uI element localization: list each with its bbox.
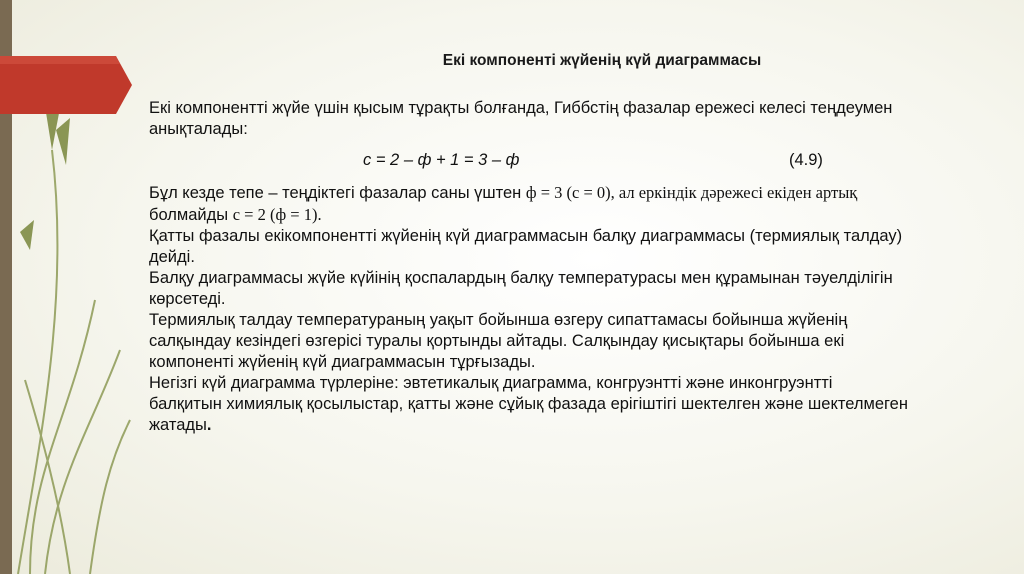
para5-line-3-period: . [206,416,212,434]
para5-line-1: Негізгі күй диаграмма түрлеріне: эвтетикалық диаграмма, конгруэнтті және инконгруэнтті [149,374,833,392]
equation-number: (4.9) [789,151,823,169]
para1-line-2-text: болмайды [149,206,233,224]
decor-curve [45,350,120,574]
para5-line-3-text: жатады [149,416,207,434]
para2-line-2: дейді. [149,248,195,266]
para4-line-3: компоненті жүйенің күй диаграммасын тұрғызады. [149,353,536,371]
para5-line-3 [149,415,1024,436]
para5-line-2: балқитын химиялық қосылыстар, қатты және сұйық фазада ерігіштігі шектелген және шектелмеген [149,395,908,413]
para1-line-1 [149,182,1024,204]
para4-line-2: салқындау кезіндегі өзгерісі туралы қортынды айтады. Салқындау қисықтары бойынша екі [149,332,845,350]
leaf-shape [56,118,70,165]
para1-line-1-text: Бұл кезде тепе – теңдіктегі фазалар саны үштен [149,184,526,202]
para1-line-2 [149,204,1024,226]
slide-body [149,98,1024,436]
intro-line-1: Екі компонентті жүйе үшін қысым тұрақты болғанда, Гиббстің фазалар ережесі келесі теңдеумен [149,99,893,117]
para3-line-1: Балқу диаграммасы жүйе күйінің қоспалардың балқу температурасы мен құрамынан тәуелділігін [149,269,893,287]
equation: с = 2 – ф + 1 = 3 – ф [363,151,520,169]
decor-curve [18,150,58,574]
para1-line-1-formula: ф = 3 (с = 0), ал еркіндік дәрежесі екіден артық [525,183,858,202]
slide-title: Екі компоненті жүйенің күй диаграммасы [442,52,762,69]
intro-line-2: анықталады: [149,120,248,138]
para1-line-2-formula: с = 2 (ф = 1). [232,205,322,224]
leaf-shape [20,220,34,250]
para3-line-2: көрсетеді. [149,290,226,308]
para4-line-1: Термиялық талдау температураның уақыт бойынша өзгеру сипаттамасы бойынша жүйенің [149,311,848,329]
para2-line-1: Қатты фазалы екікомпонентті жүйенің күй диаграммасын балқу диаграммасы (термиялық талдау) [149,227,903,245]
decor-curve [90,420,130,574]
equation-row [149,150,1024,174]
